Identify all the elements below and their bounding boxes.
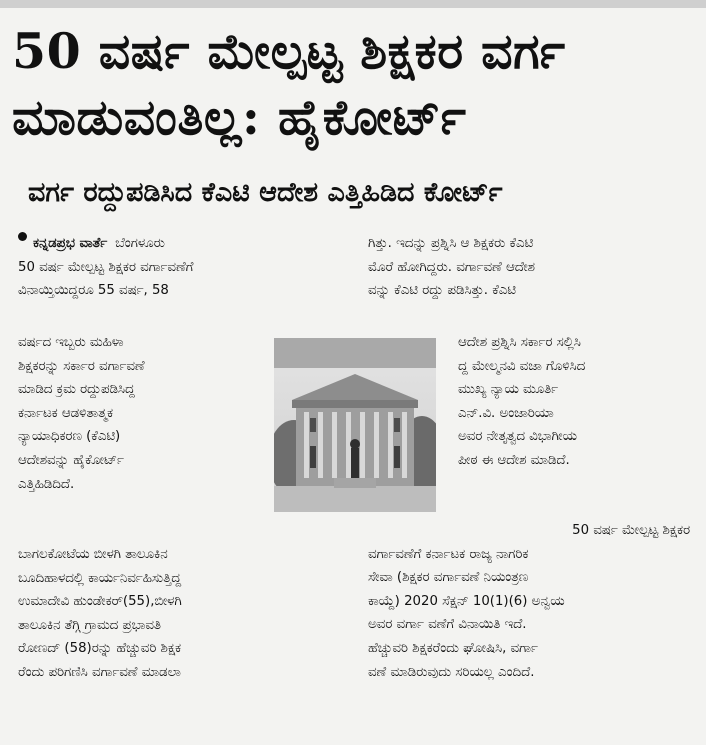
article-line: ಉಮಾದೇವಿ ಹುಂಡೇಕರ್(55),ಬೀಳಗಿ: [18, 594, 182, 610]
article-line: ದ್ದ ಮೇಲ್ಮನವಿ ವಜಾ ಗೊಳಿಸಿದ: [458, 358, 586, 374]
article-line: ಕಾಯ್ದೆ) 2020 ಸೆಕ್ಷನ್ 10(1)(6) ಅನ್ವಯ: [368, 593, 565, 609]
article-line: ರೆಂದು ಪರಿಗಣಿಸಿ ವರ್ಗಾವಣೆ ಮಾಡಲಾ: [18, 664, 181, 680]
article-line: ನ್ಯಾಯಾಧಿಕರಣ (ಕೆಎಟಿ): [18, 429, 121, 445]
article-line: ಆದೇಶ ಪ್ರಶ್ನಿಸಿ ಸರ್ಕಾರ ಸಲ್ಲಿಸಿ: [458, 335, 581, 350]
headline-line-2: ಮಾಡುವಂತಿಲ್ಲ: ಹೈಕೋರ್ಟ್: [12, 88, 467, 146]
top-border: [0, 0, 706, 8]
building-icon: [274, 338, 436, 512]
article-line: ವರ್ಗಾವಣೆಗೆ ಕರ್ನಾಟಕ ರಾಜ್ಯ ನಾಗರಿಕ: [368, 546, 529, 562]
article-line: ಶಿಕ್ಷಕರನ್ನು ಸರ್ಕಾರ ವರ್ಗಾವಣೆ: [18, 358, 145, 374]
right-column-bottom: [368, 519, 690, 684]
article-line: ಪೀಠ ಈ ಆದೇಶ ಮಾಡಿದೆ.: [458, 452, 570, 468]
byline-source: ಕನ್ನಡಪ್ರಭ ವಾರ್ತೆ: [33, 236, 108, 251]
article-line: ಕರ್ನಾಟಕ ಆಡಳಿತಾತ್ಮಕ: [18, 405, 113, 421]
left-column-narrow: [18, 331, 268, 496]
article-line: ಗಿತ್ತು. ಇದನ್ನು ಪ್ರಶ್ನಿಸಿ ಆ ಶಿಕ್ಷಕರು ಕೆಎಟಿ: [368, 236, 534, 251]
article-line: ವಿನಾಯ್ತಿಯಿದ್ದರೂ 55 ವರ್ಷ, 58: [18, 283, 169, 299]
article-line: ಮೊರೆ ಹೋಗಿದ್ದರು. ವರ್ಗಾವಣೆ ಆದೇಶ: [368, 259, 535, 275]
article-line: 50 ವರ್ಷ ಮೇಲ್ಪಟ್ಟ ಶಿಕ್ಷಕರ: [572, 523, 690, 538]
article-line: ಬೂದಿಹಾಳದಲ್ಲಿ ಕಾರ್ಯನಿರ್ವಹಿಸುತ್ತಿದ್ದ: [18, 570, 182, 586]
byline-place: ಬೆಂಗಳೂರು: [115, 236, 165, 251]
headline-line-1: 50 ವರ್ಷ ಮೇಲ್ಪಟ್ಟ ಶಿಕ್ಷಕರ ವರ್ಗ: [12, 22, 566, 80]
high-court-photo: [274, 338, 436, 512]
article-line: ವಣೆ ಮಾಡಿರುವುದು ಸರಿಯಲ್ಲ ಎಂದಿದೆ.: [368, 664, 535, 680]
article-line: ಸೇವಾ (ಶಿಕ್ಷಕರ ವರ್ಗಾವಣೆ ನಿಯಂತ್ರಣ: [368, 570, 529, 586]
article-line: ತಾಲೂಕಿನ ತೆಗ್ಗಿ ಗ್ರಾಮದ ಪ್ರಭಾವತಿ: [18, 617, 161, 633]
article-line: 50 ವರ್ಷ ಮೇಲ್ಪಟ್ಟ ಶಿಕ್ಷಕರ ವರ್ಗಾವಣೆಗೆ: [18, 259, 194, 275]
subheadline: ವರ್ಗ ರದ್ದುಪಡಿಸಿದ ಕೆಎಟಿ ಆದೇಶ ಎತ್ತಿಹಿಡಿದ ಕೋರ್ಟ್: [28, 177, 503, 208]
article-line: ರೋಣದ್ (58)ರನ್ನು ಹೆಚ್ಚುವರಿ ಶಿಕ್ಷಕ: [18, 641, 182, 657]
right-column-top: [368, 232, 690, 303]
article-line: ಅವರ ನೇತೃತ್ವದ ವಿಭಾಗೀಯ: [458, 429, 577, 445]
left-column-top: [18, 232, 364, 303]
article-line: ಮಾಡಿದ ಕ್ರಮ ರದ್ದುಪಡಿಸಿದ್ದ: [18, 382, 135, 398]
byline: [18, 232, 364, 256]
article-line: ವರ್ಷದ ಇಬ್ಬರು ಮಹಿಳಾ: [18, 335, 124, 350]
article-line: ಎತ್ತಿಹಿಡಿದಿದೆ.: [18, 476, 75, 492]
article-line: ಅವರ ವರ್ಗಾ ವಣೆಗೆ ವಿನಾಯಿತಿ ಇದೆ.: [368, 617, 527, 633]
article-line: ವನ್ನು ಕೆಎಟಿ ರದ್ದು ಪಡಿಸಿತ್ತು. ಕೆಎಟಿ: [368, 283, 516, 299]
article-line: ಹೆಚ್ಚುವರಿ ಶಿಕ್ಷಕರೆಂದು ಘೋಷಿಸಿ, ವರ್ಗಾ: [368, 640, 538, 656]
article-line: ಮುಖ್ಯ ನ್ಯಾಯ ಮೂರ್ತಿ: [458, 382, 559, 398]
left-column-bottom: [18, 543, 362, 685]
article-line: ಆದೇಶವನ್ನು ಹೈಕೋರ್ಟ್: [18, 452, 124, 468]
article-line: ಬಾಗಲಕೋಟೆಯ ಬೀಳಗಿ ತಾಲೂಕಿನ: [18, 547, 168, 562]
bullet-icon: [18, 232, 27, 241]
right-column-narrow: [458, 331, 690, 473]
article-line: ಎನ್.ವಿ. ಅಂಜಾರಿಯಾ: [458, 405, 554, 421]
